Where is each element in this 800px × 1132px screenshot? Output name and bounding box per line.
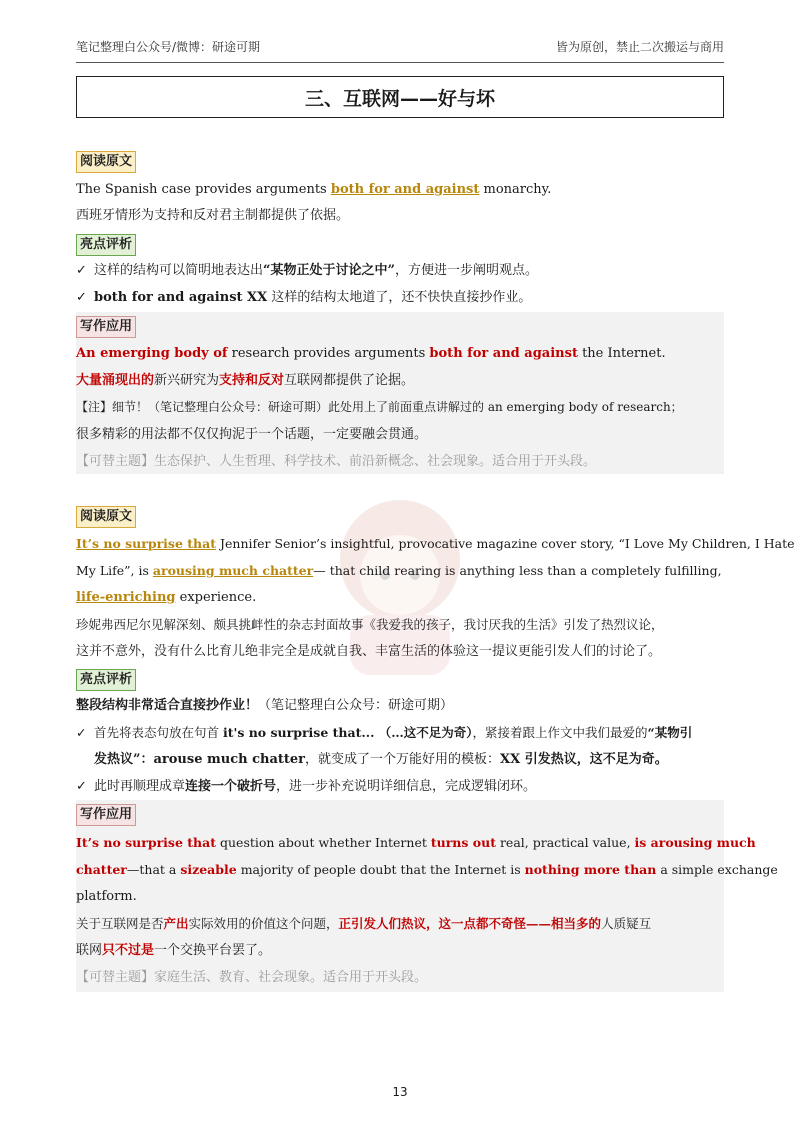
text: 【可替主题】: [76, 454, 155, 469]
s1-app-english: [76, 340, 724, 367]
text: experience.: [175, 590, 257, 605]
header-rule: [76, 62, 724, 63]
text: 正引发人们热议，这一点都不奇怪——相当多的: [338, 916, 602, 931]
text: 联网: [76, 943, 103, 958]
text: 连接一个破折号: [185, 779, 277, 794]
highlight: both for and against: [330, 182, 480, 197]
text: 实际效用的价值这个问题，: [188, 916, 339, 931]
text: 整段结构非常适合直接抄作业！: [76, 698, 259, 713]
text: 大量涌现出的: [76, 373, 155, 388]
text: monarchy.: [479, 182, 552, 197]
s2-chinese-line-2: 这并不意外，没有什么比育儿绝非完全是成就自我、丰富生活的体验这一提议更能引发人们的讨论了。: [76, 644, 662, 659]
writing-tag-2: [76, 803, 724, 826]
check-icon: ✓: [76, 779, 87, 794]
text: ，方便进一步阐明观点。: [394, 263, 538, 278]
highlight: life-enriching: [76, 590, 176, 605]
analysis-tag-1: [76, 233, 724, 256]
text: 家庭生活、教育、社会现象。适合用于开头段。: [154, 970, 428, 985]
text: both for and against XX: [94, 290, 268, 305]
text: 这样的结构可以简明地表达出: [94, 263, 264, 278]
s2-lead: [76, 692, 724, 719]
text: 互联网都提供了论据。: [284, 373, 415, 388]
text: ，紧接着跟上作文中我们最爱的: [472, 725, 648, 740]
s2-app-chinese-line-1: [76, 910, 724, 937]
s2-english-line-1: [76, 530, 795, 557]
text: 首先将表态句放在句首: [94, 725, 223, 740]
s2-point-1-line-2: [76, 746, 724, 773]
s2-point-1-line-1: [76, 719, 724, 746]
s2-app-chinese-line-2: [76, 937, 724, 964]
text: 【可替主题】: [76, 970, 155, 985]
text: is arousing much: [634, 835, 756, 850]
text: 一个交换平台罢了。: [154, 943, 272, 958]
text: ，就变成了一个万能好用的模板：: [305, 752, 501, 767]
text: （笔记整理白公众号：研途可期）: [258, 698, 454, 713]
text: — that child rearing is anything less than a completely fulfilling,: [313, 563, 722, 578]
text: An emerging body of: [76, 346, 228, 361]
text: research provides arguments: [227, 346, 430, 361]
s1-chinese-text: 西班牙情形为支持和反对君主制都提供了依据。: [76, 208, 350, 223]
text: “某物引: [647, 725, 693, 740]
s2-app-english-line-3: platform.: [76, 889, 137, 904]
s2-app-english-line-2: [76, 856, 778, 883]
s1-app-chinese: [76, 367, 724, 394]
tag: 亮点评析: [76, 234, 136, 256]
check-icon: ✓: [76, 263, 87, 278]
text: question about whether Internet: [216, 835, 431, 850]
text: ，进一步补充说明详细信息，完成逻辑闭环。: [276, 779, 537, 794]
text: both for and against: [429, 346, 578, 361]
header-right: 皆为原创，禁止二次搬运与商用: [555, 40, 724, 54]
text: the Internet.: [577, 346, 666, 361]
reading-tag-2: [76, 505, 724, 528]
text: 此时再顺理成章: [94, 779, 186, 794]
text: —that a: [126, 862, 181, 877]
highlight: It’s no surprise that: [76, 536, 217, 551]
s1-english-text: [76, 176, 724, 203]
text: 新兴研究为: [154, 373, 220, 388]
text: arouse much chatter: [153, 752, 306, 767]
page-title: 三、互联网——好与坏: [76, 76, 724, 118]
text: “某物正处于讨论之中”: [263, 263, 395, 278]
s2-alt-topics: [76, 964, 724, 991]
s1-point-1: [76, 257, 724, 284]
text: majority of people doubt that the Internet is: [236, 862, 525, 877]
s1-point-2: [76, 284, 724, 311]
tag: 亮点评析: [76, 669, 136, 691]
text: XX 引发热议，这不足为奇。: [500, 752, 668, 767]
text: nothing more than: [524, 862, 657, 877]
analysis-tag-2: [76, 668, 724, 691]
reading-tag-1: [76, 150, 724, 173]
s2-app-english-line-1: [76, 829, 756, 856]
tag: 阅读原文: [76, 151, 136, 173]
tag: 写作应用: [76, 316, 136, 338]
check-icon: ✓: [76, 725, 87, 740]
text: 关于互联网是否: [76, 916, 164, 931]
check-icon: ✓: [76, 290, 87, 305]
text: 这样的结构太地道了，还不快快直接抄作业。: [267, 290, 532, 305]
text: It’s no surprise that: [76, 835, 217, 850]
s1-alt-topics: [76, 448, 724, 475]
tag: 写作应用: [76, 804, 136, 826]
text: Jennifer Senior’s insightful, provocative magazine cover story, “I Love My Children, I Hate: [216, 536, 795, 551]
s2-chinese-line-1: 珍妮弗西尼尔见解深刻、颇具挑衅性的杂志封面故事《我爱我的孩子，我讨厌我的生活》引发了热烈议论，: [76, 617, 664, 632]
s1-note-line-1: 【注】细节！（笔记整理白公众号：研途可期）此处用上了前面重点讲解过的 an emerging body of research；: [76, 400, 683, 414]
tag: 阅读原文: [76, 506, 136, 528]
writing-tag-1: [76, 315, 724, 338]
text: 人质疑互: [601, 916, 652, 931]
highlight: arousing much chatter: [152, 563, 314, 578]
text: turns out: [430, 835, 496, 850]
text: real, practical value,: [495, 835, 635, 850]
text: 发热议”：: [94, 752, 154, 767]
page-number: 13: [392, 1085, 408, 1099]
text: a simple exchange: [656, 862, 778, 877]
text: 支持和反对: [219, 373, 285, 388]
s1-note-line-2: 很多精彩的用法都不仅仅拘泥于一个话题，一定要融会贯通。: [76, 427, 428, 442]
s2-english-line-3: [76, 584, 724, 611]
text: 只不过是: [102, 943, 155, 958]
text: chatter: [76, 862, 127, 877]
text: The Spanish case provides arguments: [76, 182, 331, 197]
s2-point-2: [76, 773, 724, 800]
text: sizeable: [180, 862, 237, 877]
text: 生态保护、人生哲理、科学技术、前沿新概念、社会现象。适合用于开头段。: [154, 454, 597, 469]
text: it's no surprise that... （…这不足为奇）: [222, 725, 473, 740]
header-left: 笔记整理白公众号/微博：研途可期: [76, 40, 261, 54]
text: My Life”, is: [76, 563, 153, 578]
text: 产出: [163, 916, 189, 931]
s2-english-line-2: [76, 557, 724, 584]
